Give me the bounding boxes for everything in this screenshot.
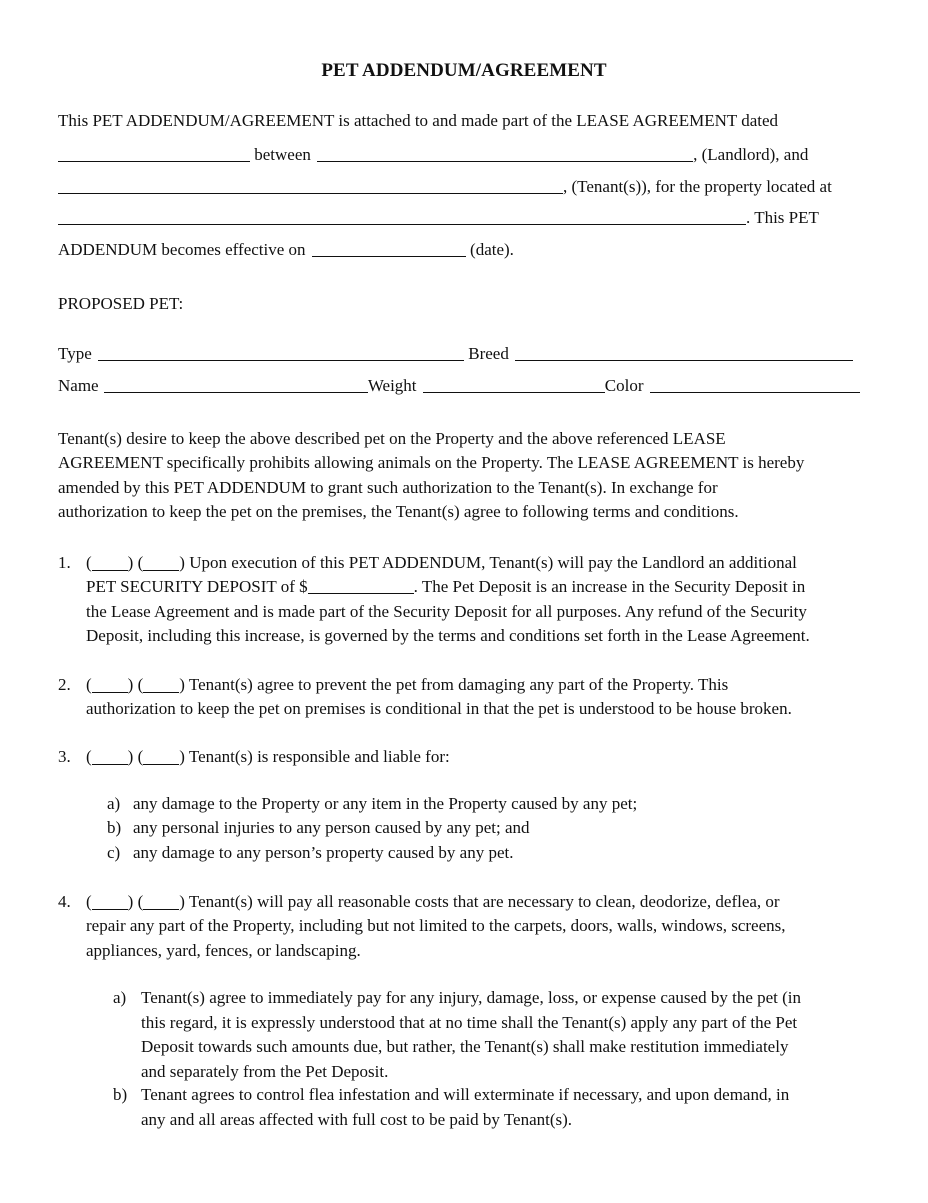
term-text: Upon execution of this PET ADDENDUM, Tenant(s) will pay the Landlord an additional [184,553,797,572]
term-text: . The Pet Deposit is an increase in the Security Deposit in [413,577,806,597]
tenant-initials-field[interactable] [143,749,179,765]
intro-line-3 [58,175,832,197]
preamble-line: Tenant(s) desire to keep the above described pet on the Property and the above referenced LEASE [58,429,726,448]
color-label: Color [604,376,644,395]
intro-line-4 [58,206,819,228]
initials-close: ) [127,892,134,911]
term-body [86,890,786,963]
intro-line-1 [58,111,778,131]
sub-item-marker: a) [113,988,127,1007]
pet-breed-field[interactable] [515,344,853,361]
sub-item-text [141,986,801,1084]
sub-item-line: and separately from the Pet Deposit. [141,1061,389,1081]
landlord-initials-field[interactable] [92,555,128,571]
term-body [86,551,810,648]
term-text: Tenant(s) will pay all reasonable costs that are necessary to clean, deodorize, deflea, or [184,892,780,911]
tenant-initials-field[interactable] [143,894,179,910]
sub-item-line: this regard, it is expressly understood that at no time shall the Tenant(s) apply any part of the Pet [141,1012,798,1032]
sub-item-line: Deposit towards such amounts due, but rather, the Tenant(s) shall make restitution immediately [141,1037,789,1056]
term-line [86,575,810,599]
term-text: Tenant(s) agree to prevent the pet from damaging any part of the Property. This [184,675,729,694]
this-pet-label: . This PET [746,208,819,227]
date-label: (date). [470,240,514,259]
term-line: appliances, yard, fences, or landscaping. [86,940,361,960]
sub-item-text: any damage to any person’s property caused by any pet. [133,843,514,862]
tenant-label: , (Tenant(s)), for the property located at [563,177,832,196]
term-line: repair any part of the Property, including but not limited to the carpets, doors, walls, windows, screens, [86,916,786,936]
document-title: PET ADDENDUM/AGREEMENT [321,60,607,81]
pet-row-type-breed [58,342,853,364]
term-body [86,745,450,769]
term-line [86,551,810,575]
initials-open: ( [86,892,92,911]
term-number: 4. [58,892,71,911]
pet-weight-field[interactable] [423,376,605,393]
pet-deposit-amount-field[interactable] [308,577,414,594]
name-label: Name [58,376,99,395]
landlord-initials-field[interactable] [92,894,128,910]
property-address-field[interactable] [58,208,746,225]
tenant-names-field[interactable] [58,177,563,194]
preamble-line: authorization to keep the pet on the premises, the Tenant(s) agree to following terms and conditions. [58,501,739,521]
tenant-initials-field[interactable] [143,677,179,693]
sub-item-text [141,1083,789,1132]
term-number: 1. [58,553,71,572]
between-label: between [254,145,311,164]
effective-label: ADDENDUM becomes effective on [58,240,306,259]
term-line: the Lease Agreement and is made part of the Security Deposit for all purposes. Any refund of the Security [86,601,807,621]
sub-item-text: any damage to the Property or any item in the Property caused by any pet; [133,794,638,813]
term-number: 2. [58,675,71,694]
tenant-initials-field[interactable] [143,555,179,571]
term-line [86,745,450,769]
pet-name-field[interactable] [104,376,368,393]
term-line [86,673,792,697]
landlord-initials-field[interactable] [92,677,128,693]
pet-color-field[interactable] [650,376,860,393]
initials-close: ) [179,675,185,694]
initials-open: ( [137,553,144,572]
weight-label: Weight [367,376,417,395]
pet-type-field[interactable] [98,344,464,361]
term-body [86,673,792,722]
preamble-line: amended by this PET ADDENDUM to grant such authorization to the Tenant(s). In exchange for [58,477,718,497]
pet-row-name-weight-color [58,374,860,396]
intro-line-5 [58,238,514,260]
initials-open: ( [86,675,92,694]
initials-close: ) [179,892,185,911]
initials-close: ) [127,553,134,572]
initials-open: ( [137,892,144,911]
initials-close: ) [127,747,134,766]
term-number: 3. [58,747,71,766]
sub-item-text: any personal injuries to any person caused by any pet; and [133,818,530,837]
landlord-initials-field[interactable] [92,749,128,765]
term-line: Deposit, including this increase, is governed by the terms and conditions set forth in the Lease Agreement. [86,625,810,645]
initials-close: ) [127,675,134,694]
proposed-pet-heading: PROPOSED PET: [58,294,184,313]
type-label: Type [58,344,92,363]
sub-item-marker: c) [107,843,121,862]
lease-date-field[interactable] [58,145,250,162]
sub-item-marker: b) [107,818,122,837]
initials-close: ) [179,747,185,766]
initials-open: ( [86,553,92,572]
initials-open: ( [137,747,144,766]
intro-text: This PET ADDENDUM/AGREEMENT is attached to and made part of the LEASE AGREEMENT dated [58,111,779,130]
preamble-paragraph [58,427,878,524]
sub-item-line: Tenant agrees to control flea infestation and will exterminate if necessary, and upon demand, in [141,1085,790,1104]
term-line: authorization to keep the pet on premises is conditional in that the pet is understood to be house broken. [86,699,792,719]
landlord-name-field[interactable] [317,145,693,162]
initials-open: ( [137,675,144,694]
sub-item-line: any and all areas affected with full cost to be paid by Tenant(s). [141,1109,573,1129]
preamble-line: AGREEMENT specifically prohibits allowing animals on the Property. The LEASE AGREEMENT is hereby [58,453,805,473]
sub-item-marker: b) [113,1085,128,1104]
initials-close: ) [179,553,185,572]
initials-open: ( [86,747,92,766]
effective-date-field[interactable] [312,240,466,257]
intro-line-2 [58,143,808,165]
breed-label: Breed [468,344,509,363]
term-line [86,890,786,914]
landlord-label: , (Landlord), and [693,145,809,164]
term-text: PET SECURITY DEPOSIT of $ [86,577,308,597]
term-text: Tenant(s) is responsible and liable for: [184,747,450,766]
sub-item-marker: a) [107,794,121,813]
sub-item-line: Tenant(s) agree to immediately pay for any injury, damage, loss, or expense caused by the pet (in [141,988,802,1007]
